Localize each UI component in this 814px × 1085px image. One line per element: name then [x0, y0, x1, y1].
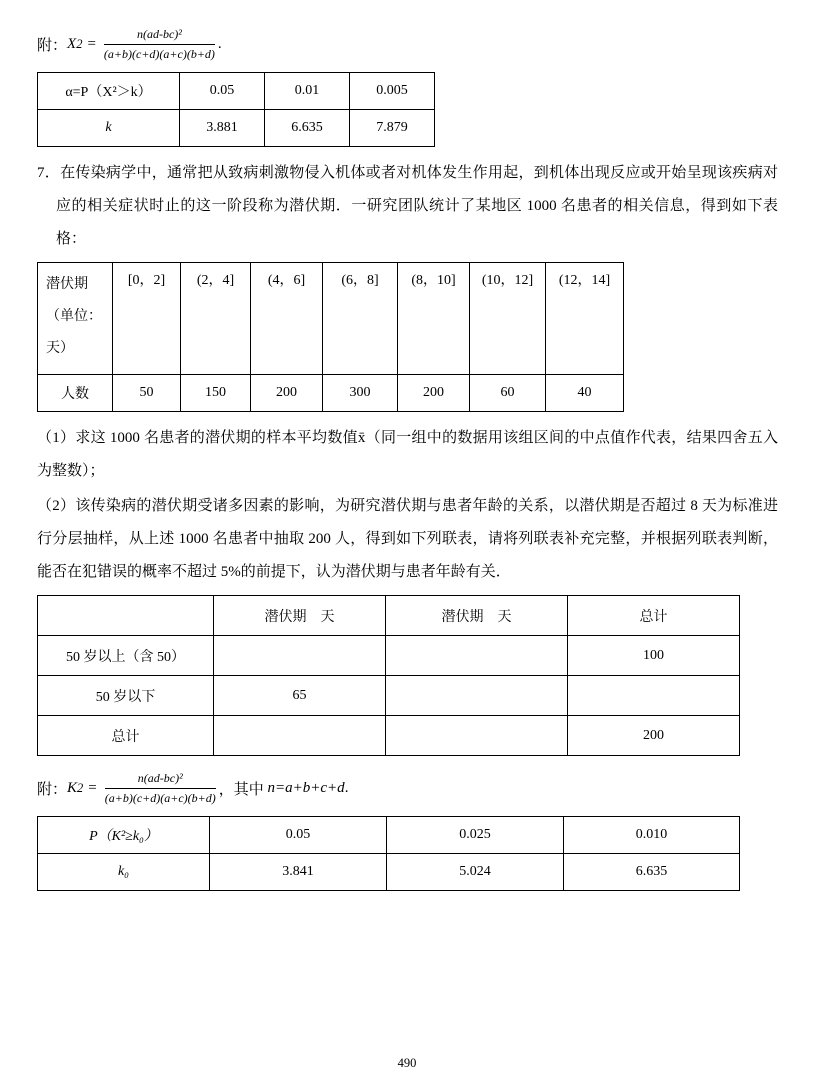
table-cell — [386, 676, 568, 716]
table-cell: 3.881 — [180, 110, 265, 147]
equals-sign: = — [88, 779, 97, 796]
table-cell: 50 — [113, 375, 181, 412]
fraction-denominator: (a+b)(c+d)(a+c)(b+d) — [103, 46, 215, 61]
table-cell: 潜伏期 天 — [214, 596, 386, 636]
table-row — [38, 73, 435, 110]
table-cell: 100 — [568, 636, 740, 676]
table-cell: (6，8] — [323, 263, 398, 375]
table-cell: (10，12] — [470, 263, 546, 375]
table-row — [38, 636, 740, 676]
table-cell: [0，2] — [113, 263, 181, 375]
formula-superscript: 2 — [76, 36, 83, 51]
fraction — [104, 26, 215, 61]
label-line: 天） — [46, 341, 74, 357]
table-cell — [214, 636, 386, 676]
table-cell — [38, 263, 113, 375]
table-cell: 200 — [398, 375, 470, 412]
table-cell: 60 — [470, 375, 546, 412]
formula-prefix: 附： — [37, 781, 68, 798]
table-cell: 3.841 — [210, 854, 387, 891]
table-cell: (12，14] — [546, 263, 624, 375]
table-cell: (4，6] — [251, 263, 323, 375]
table-cell — [214, 716, 386, 756]
question-text: 在传染病学中，通常把从致病刺激物侵入机体或者对机体发生作用起，到机体出现反应或开始呈现该疾病对应的相关症状时止的这一阶段称为潜伏期．一研究团队统计了某地区 1000 名患者的相关信息，得到如下表格： — [56, 165, 778, 247]
formula-n-definition: n=a+b+c+d — [267, 779, 345, 796]
formula-variable: X — [67, 35, 77, 52]
table-cell — [568, 676, 740, 716]
table-row — [38, 375, 624, 412]
table-row — [38, 854, 740, 891]
table-cell: 0.05 — [180, 73, 265, 110]
table-cell: 6.635 — [265, 110, 350, 147]
table-cell: 65 — [214, 676, 386, 716]
table-cell — [386, 636, 568, 676]
table-cell: 50 岁以上（含 50） — [38, 636, 214, 676]
table-row — [38, 676, 740, 716]
fraction-denominator: (a+b)(c+d)(a+c)(b+d) — [104, 790, 216, 805]
table-cell: 总计 — [38, 716, 214, 756]
table-row — [38, 596, 740, 636]
table-cell: 300 — [323, 375, 398, 412]
table-cell: k₀ — [38, 854, 210, 891]
formula-period: . — [344, 779, 349, 796]
table-cell: 40 — [546, 375, 624, 412]
table-cell — [386, 716, 568, 756]
table-cell: α=P（X²＞k） — [38, 73, 180, 110]
table-cell: 0.05 — [210, 817, 387, 854]
table-cell: (2，4] — [181, 263, 251, 375]
question-7-paragraph — [37, 157, 778, 256]
table-cell: 0.025 — [387, 817, 564, 854]
table-cell: 0.010 — [564, 817, 740, 854]
table-cell: 5.024 — [387, 854, 564, 891]
formula-superscript: 2 — [77, 780, 84, 795]
table-cell: 50 岁以下 — [38, 676, 214, 716]
fraction-numerator: n(ad-bc)² — [104, 26, 215, 44]
table-row — [38, 263, 624, 375]
table-cell: 总计 — [568, 596, 740, 636]
part-1-paragraph: （1）求这 1000 名患者的潜伏期的样本平均数值x̄（同一组中的数据用该组区间的中点值作代表，结果四舍五入为整数）； — [37, 430, 778, 479]
table-cell: 150 — [181, 375, 251, 412]
table-cell: P（K²≥k₀） — [38, 817, 210, 854]
formula-period: . — [217, 35, 222, 52]
table-cell: (8，10] — [398, 263, 470, 375]
table-cell: 7.879 — [350, 110, 435, 147]
table-cell — [38, 596, 214, 636]
formula-mid-text: ，其中 — [218, 781, 268, 798]
table-cell: 0.01 — [265, 73, 350, 110]
label-line: （单位： — [46, 309, 102, 325]
formula-variable: K — [67, 779, 78, 796]
table-cell: 人数 — [38, 375, 113, 412]
equals-sign: = — [87, 35, 96, 52]
table-cell: 200 — [251, 375, 323, 412]
alpha-critical-table — [37, 72, 435, 147]
table-cell: 200 — [568, 716, 740, 756]
table-cell: k — [38, 110, 180, 147]
chi-square-note-formula — [37, 22, 778, 66]
label-line: 潜伏期 — [46, 277, 88, 292]
k-square-note-formula — [37, 766, 778, 810]
k-critical-table — [37, 816, 740, 891]
part-2-paragraph: （2）该传染病的潜伏期受诸多因素的影响，为研究潜伏期与患者年龄的关系，以潜伏期是否超过 8 天为标准进行分层抽样，从上述 1000 名患者中抽取 200 人，得到如下列联表，请将列联表补充完整，并根据列联表判断，能否在犯错误的概率不超过 5%的前提下，认为潜伏期与患者年龄有关． — [37, 498, 778, 580]
formula-prefix: 附： — [37, 37, 68, 54]
table-row — [38, 817, 740, 854]
fraction-numerator: n(ad-bc)² — [105, 770, 216, 788]
contingency-table — [37, 595, 740, 756]
table-row — [38, 716, 740, 756]
table-cell: 0.005 — [350, 73, 435, 110]
fraction — [105, 770, 216, 805]
table-cell: 6.635 — [564, 854, 740, 891]
question-number: 7． — [37, 165, 61, 181]
incubation-table — [37, 262, 624, 412]
page-number: 490 — [397, 1056, 417, 1070]
table-cell: 潜伏期 天 — [386, 596, 568, 636]
table-row — [38, 110, 435, 147]
